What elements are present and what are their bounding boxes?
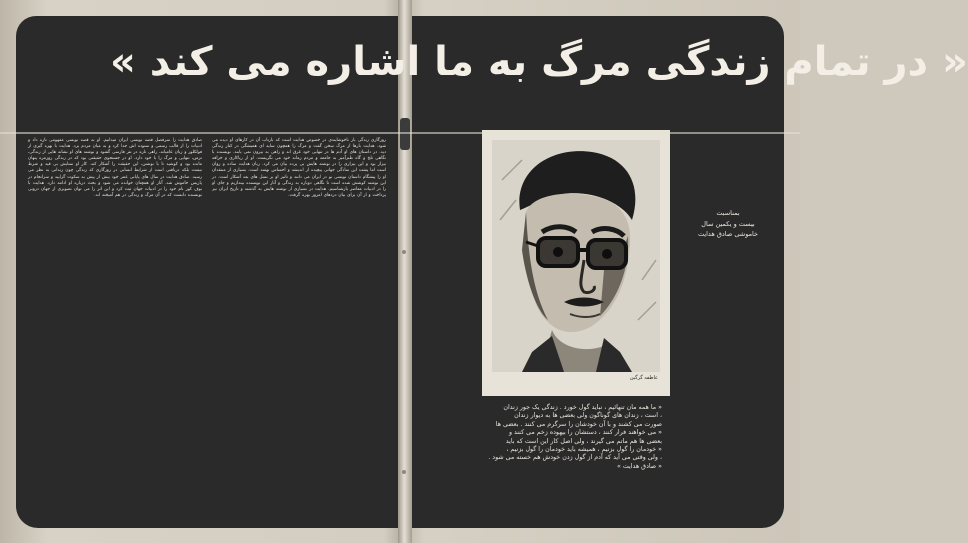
paper-tear <box>400 118 410 150</box>
subtitle-line-3: خاموشی صادق هدایت <box>697 230 759 238</box>
occasion-subtitle <box>676 208 780 252</box>
quote-line: « خودمان را گول بزنیم ، همیشه باید خودمان را گول بزنیم ، <box>506 446 662 454</box>
article-column-left <box>28 138 202 518</box>
quote-line: ، ولی وقتی می آید که آدم از گول زدن خودش هم خسته می شود . <box>488 454 662 462</box>
subtitle-line-1: بمناسبت <box>716 209 740 217</box>
headline: « در تمام زندگی مرگ به ما اشاره می کند » <box>110 39 968 85</box>
quote-line: « ما همه مان تنهائیم ، نباید گول خورد . زندگی یک جور زندان <box>503 404 662 411</box>
quote-line: صورت می کشند و با آن خودشان را سرگرم می کنند . بعضی ها <box>495 420 662 428</box>
binding-hole <box>402 470 406 474</box>
article-column-middle <box>212 138 386 518</box>
page-crease <box>0 132 800 134</box>
article-text-left: صادق هدایت را سرفصل قصه نویسی ایران میدانیم. او به قصه نویسی مفهومی تازه داد و ادبیات را از قالب رسمی و ستوده اش جدا کرد و به میان مردم برد. هدایت با بهره گیری از فولکلور و زبان عامیانه، راهی تازه در نثر فارسی گشود و نوشته های او نشانه هایی از زندگی، ترس، تنهایی و مرگ را با خود دارد. او در جستجوی حقیقتی بود که در زندگی روزمره پنهان مانده بود و کوشید تا با نوشتن، این حقیقت را آشکار کند. کار او ستایش بی قید و شرط نیست بلکه دریافتی است از شرایط انسانی در روزگاری که زندگی چون زندانی به نظر می رسید. صادق هدایت در سال های پایانی عمر خود بیش از پیش به سکوت گرایید و سرانجام در پاریس خاموش شد. آثار او همچنان خوانده می شود و بحث درباره او ادامه دارد. هدایت با بوف کور نام خود را در ادبیات جهان ثبت کرد و این اثر را می توان تصویری از جهان درونی نویسنده دانست که در آن مرگ و زندگی در هم آمیخته اند. <box>28 138 202 198</box>
quote-line: « می خواهند فرار کنند ، دستشان را بیهوده زخم می کنند و <box>508 429 662 437</box>
artist-credit: عاطفه گرگین <box>629 375 658 381</box>
subtitle-line-2: بیست و یکمین سال <box>701 219 755 228</box>
portrait-sketch-image <box>492 140 660 372</box>
portrait-drawing <box>492 140 660 372</box>
quote-line: ، است ، زندان های گوناگون ولی بعضی ها به دیوار زندان <box>514 412 662 420</box>
article-text-middle: روزگاری زندگی بار ناخوشایندی در خصوص هدایت است که بازتاب آن در کارهای او دیده می شود. هدایت بارها از مرگ سخن گفت و مرگ را همچون سایه ای همیشگی در کنار زندگی دید. در داستان های او آدم ها در تنهایی خود غرق اند و راهی به بیرون نمی یابند. نویسنده با نگاهی تلخ و گاه طنزآمیز به جامعه و مردم زمانه خود می نگریست. او از ریاکاری و خرافه بیزار بود و این بیزاری را در نوشته هایش بی پرده بیان می کرد. زبان هدایت ساده و روان است اما پشت این سادگی جهانی پیچیده از اندیشه و احساس نهفته است. بسیاری از منتقدان او را پیشگام داستان نویسی نو در ایران می دانند و تاثیر او بر نسل های بعد آشکار است. در این نوشته کوشش شده است تا نگاهی دوباره به زندگی و آثار این نویسنده بیندازیم و جای او را در ادبیات معاصر بازشناسیم. هدایت در بسیاری از نوشته هایش به گذشته و تاریخ ایران نیز پرداخت و از آن برای بیان دردهای امروز بهره گرفت. <box>212 138 386 198</box>
binding-hole <box>402 250 406 254</box>
hedayat-quote <box>486 404 662 524</box>
quote-line: بعضی ها هم ماتم می گیرند ، ولی اصل کار این است که باید <box>505 437 662 445</box>
quote-attribution: « صادق هدایت » <box>617 462 662 470</box>
